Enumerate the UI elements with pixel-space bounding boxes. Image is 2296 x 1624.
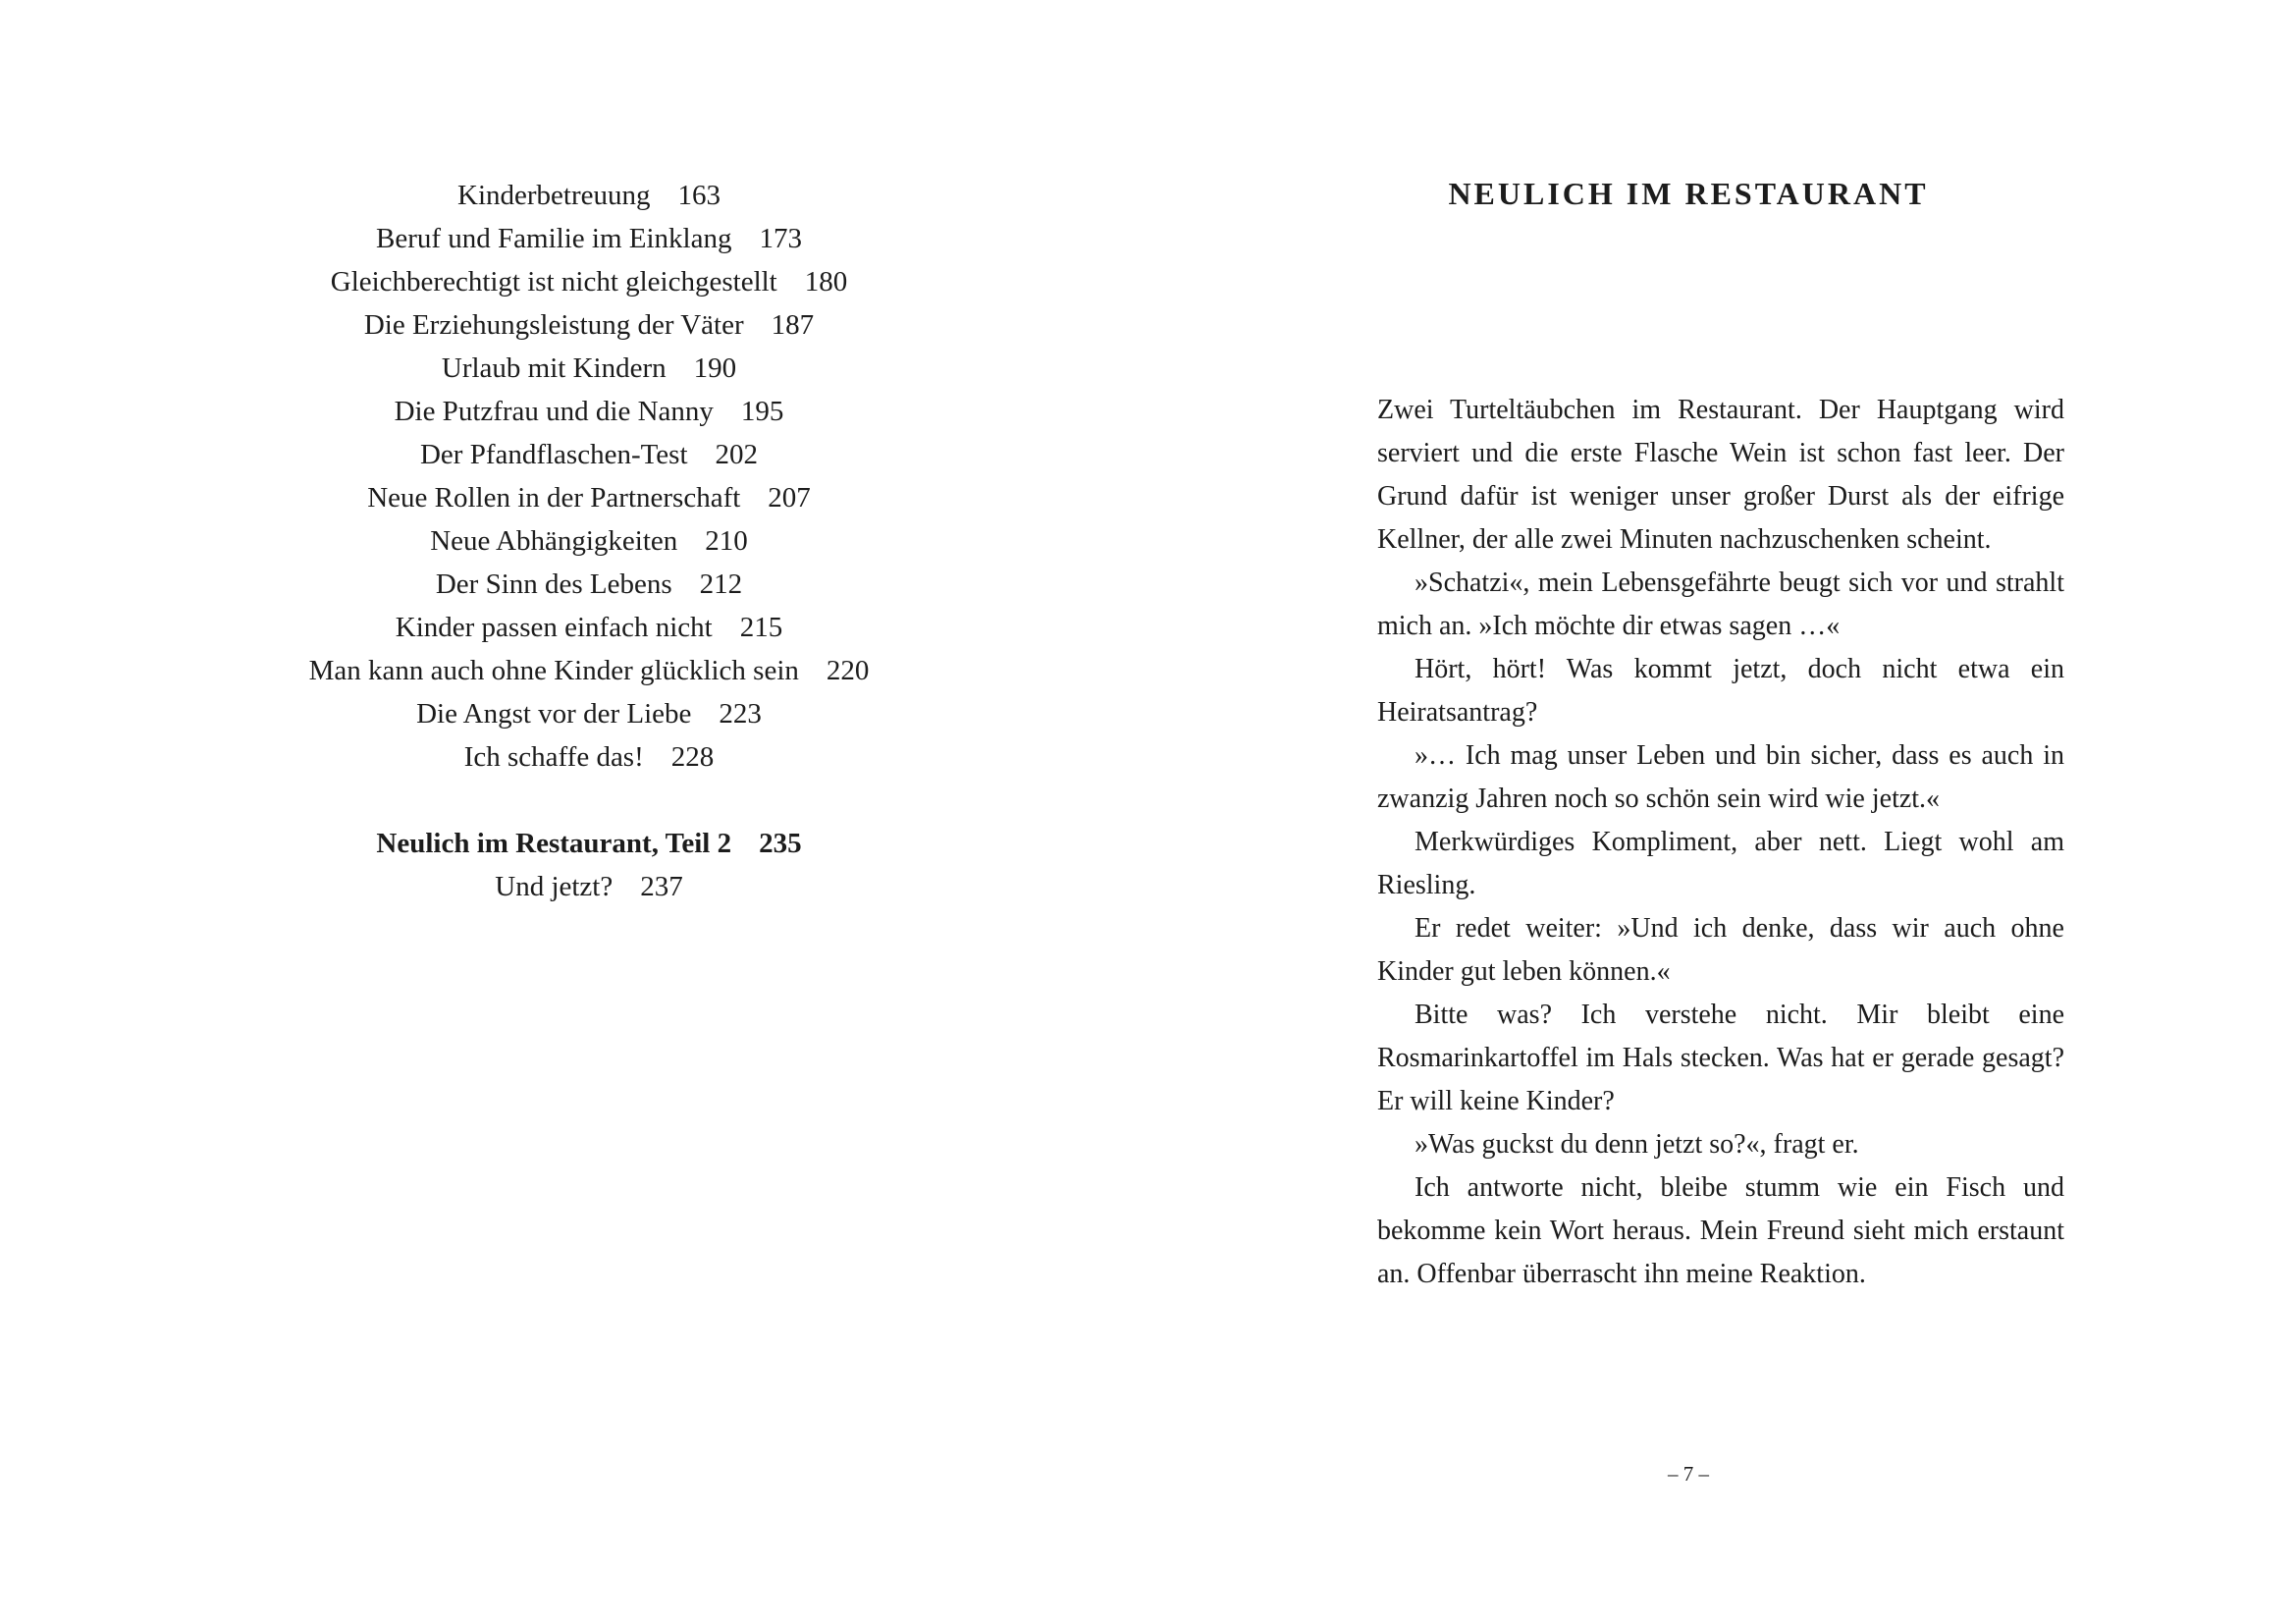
toc-entry-page: 215 (739, 612, 783, 643)
toc-final-entry (196, 865, 982, 908)
toc-entry-title: Der Sinn des Lebens (435, 568, 672, 600)
toc-entry (196, 303, 982, 347)
toc-final-page: 237 (640, 871, 683, 902)
toc-entry-title: Der Pfandflaschen-Test (419, 439, 688, 470)
paragraph: Er redet weiter: »Und ich denke, dass wir auch ohne Kinder gut leben können.« (1377, 913, 2064, 987)
toc-entry-page: 210 (705, 525, 748, 557)
toc-entry-page: 220 (826, 655, 870, 686)
toc-entry (196, 563, 982, 606)
toc-entry (196, 390, 982, 433)
toc-entry-page: 223 (719, 698, 762, 730)
paragraph: Hört, hört! Was kommt jetzt, doch nicht etwa ein Heiratsantrag? (1377, 654, 2064, 728)
toc-entry-page: 187 (771, 309, 815, 341)
toc-entry (196, 347, 982, 390)
toc-entry (196, 519, 982, 563)
toc-entry (196, 692, 982, 735)
toc-entry-page: 173 (759, 223, 802, 254)
toc-entry (196, 735, 982, 779)
toc-entry (196, 606, 982, 649)
toc-entry-title: Kinder passen einfach nicht (395, 612, 713, 643)
toc-entry (196, 476, 982, 519)
paragraph: »… Ich mag unser Leben und bin sicher, dass es auch in zwanzig Jahren noch so schön sein wird wie jetzt.« (1377, 740, 2064, 814)
toc-entry-title: Die Angst vor der Liebe (416, 698, 692, 730)
paragraph: Zwei Turteltäubchen im Restaurant. Der Hauptgang wird serviert und die erste Flasche Wein ist schon fast leer. Der Grund dafür ist weniger unser großer Durst als der eifrige Kellner, der alle zwei Minuten nachzuschenken scheint. (1377, 395, 2064, 555)
toc-entry (196, 649, 982, 692)
toc-entry-page: 190 (693, 352, 737, 384)
right-page (1148, 0, 2296, 1624)
table-of-contents (196, 174, 982, 908)
toc-entry-title: Ich schaffe das! (463, 741, 644, 773)
toc-entry-title: Neue Rollen in der Partnerschaft (367, 482, 741, 514)
toc-entry-title: Neue Abhängigkeiten (430, 525, 678, 557)
paragraph: »Was guckst du denn jetzt so?«, fragt er. (1415, 1129, 1859, 1160)
toc-entry (196, 217, 982, 260)
toc-entry-page: 212 (699, 568, 743, 600)
chapter-title: NEULICH IM RESTAURANT (1448, 176, 1929, 211)
toc-entry-page: 163 (677, 180, 721, 211)
toc-entry (196, 174, 982, 217)
page-number: – 7 – (1668, 1462, 1709, 1486)
toc-entry-page: 180 (804, 266, 848, 298)
toc-entry-title: Die Erziehungsleistung der Väter (363, 309, 744, 341)
toc-entry-title: Man kann auch ohne Kinder glücklich sein (308, 655, 799, 686)
toc-entry-page: 202 (715, 439, 759, 470)
toc-entry-title: Urlaub mit Kindern (441, 352, 667, 384)
toc-section-entry (196, 822, 982, 865)
paragraph: Merkwürdiges Kompliment, aber nett. Liegt wohl am Riesling. (1377, 827, 2064, 900)
toc-entry-title: Gleichberechtigt ist nicht gleichgestellt (330, 266, 777, 298)
toc-entry-page: 207 (768, 482, 811, 514)
paragraph: »Schatzi«, mein Lebensgefährte beugt sich vor und strahlt mich an. »Ich möchte dir etwas sagen …« (1377, 568, 2064, 641)
toc-entry-title: Beruf und Familie im Einklang (376, 223, 732, 254)
toc-spacer (196, 779, 982, 822)
chapter-body (1377, 389, 2064, 1296)
toc-entry (196, 433, 982, 476)
toc-section-page: 235 (759, 828, 802, 859)
toc-final-title: Und jetzt? (495, 871, 614, 902)
toc-entry-title: Die Putzfrau und die Nanny (394, 396, 714, 427)
toc-section-title: Neulich im Restaurant, Teil 2 (376, 828, 732, 859)
paragraph: Ich antworte nicht, bleibe stumm wie ein Fisch und bekomme kein Wort heraus. Mein Freund sieht mich erstaunt an. Offenbar überrascht ihn meine Reaktion. (1377, 1172, 2064, 1289)
toc-entry-page: 195 (740, 396, 784, 427)
toc-entry (196, 260, 982, 303)
toc-entry-page: 228 (670, 741, 715, 773)
toc-entry-title: Kinderbetreuung (457, 180, 651, 211)
paragraph: Bitte was? Ich verstehe nicht. Mir bleibt eine Rosmarinkartoffel im Hals stecken. Was hat er gerade gesagt? Er will keine Kinder? (1377, 1000, 2064, 1116)
